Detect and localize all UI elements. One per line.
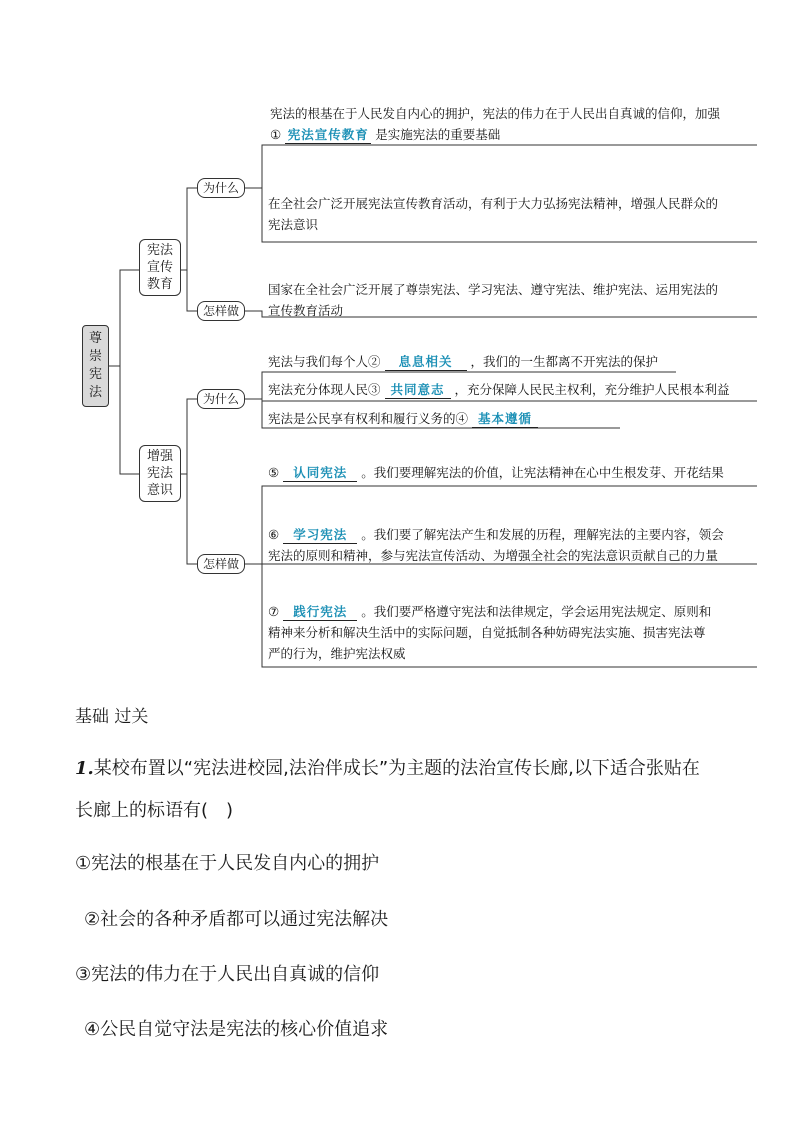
leaf-text: 在全社会广泛开展宪法宣传教育活动，有利于大力弘扬宪法精神，增强人民群众的 <box>268 196 719 211</box>
leaf-text: 宣传教育活动 <box>268 303 344 318</box>
mindmap-root-node <box>82 325 109 407</box>
leaf-text: 宪法的原则和精神，参与宪法宣传活动、为增强全社会的宪法意识贡献自己的力量 <box>268 548 719 563</box>
answer-blank: 学习宪法 <box>283 527 357 544</box>
node-line: 意识 <box>146 483 173 498</box>
root-char: 崇 <box>88 349 102 364</box>
node-line: 宪法 <box>146 466 173 481</box>
leaf-text: 。我们要严格遵守宪法和法律规定，学会运用宪法规定、原则和 <box>361 604 712 619</box>
node-line: 宪法 <box>146 243 173 258</box>
answer-blank: 践行宪法 <box>283 604 357 621</box>
leaf-text: ① <box>270 127 282 142</box>
question-stem-line1: 某校布置以“宪法进校园,法治伴成长”为主题的法治宣传长廊,以下适合张贴在 <box>93 758 700 779</box>
leaf-text: ，我们的一生都离不开宪法的保护 <box>470 354 658 369</box>
leaf-text: 。我们要理解宪法的价值，让宪法精神在心中生根发芽、开花结果 <box>361 465 724 480</box>
leaf-awareness-how-7 <box>268 601 768 664</box>
answer-blank: 宪法宣传教育 <box>285 127 371 144</box>
leaf-text: 宪法充分体现人民③ <box>268 382 381 397</box>
node-why-awareness: 为什么 <box>197 389 245 409</box>
leaf-text: ⑥ <box>268 527 280 542</box>
question-stem-line2: 长廊上的标语有( ) <box>75 800 234 821</box>
question-1 <box>75 757 755 781</box>
leaf-text: 。我们要了解宪法产生和发展的历程，理解宪法的主要内容，领会 <box>361 527 724 542</box>
option-3: ③宪法的伟力在于人民出自真诚的信仰 <box>75 964 380 985</box>
node-line: 宣传 <box>146 260 173 275</box>
leaf-awareness-why-4 <box>268 408 758 429</box>
leaf-text: ，充分保障人民民主权利，充分维护人民根本利益 <box>454 382 730 397</box>
leaf-text: ⑦ <box>268 604 280 619</box>
node-how-education: 怎样做 <box>197 301 245 321</box>
root-char: 宪 <box>88 367 102 382</box>
leaf-text: 宪法与我们每个人② <box>268 354 381 369</box>
leaf-education-why-2 <box>268 193 758 235</box>
leaf-education-how <box>268 279 758 321</box>
leaf-text: 宪法是公民享有权利和履行义务的④ <box>268 411 469 426</box>
node-line: 增强 <box>146 449 173 464</box>
answer-blank: 共同意志 <box>385 382 451 399</box>
leaf-text: 精神来分析和解决生活中的实际问题，自觉抵制各种妨碍宪法实施、损害宪法尊 <box>268 625 706 640</box>
node-how-awareness: 怎样做 <box>197 554 245 574</box>
leaf-text: 国家在全社会广泛开展了尊崇宪法、学习宪法、遵守宪法、维护宪法、运用宪法的 <box>268 282 719 297</box>
leaf-text: 严的行为，维护宪法权威 <box>268 646 406 661</box>
answer-blank: 基本遵循 <box>472 411 538 428</box>
node-constitution-awareness <box>139 445 181 502</box>
answer-blank: 认同宪法 <box>283 465 357 482</box>
leaf-education-why-1 <box>270 103 760 145</box>
answer-blank: 息息相关 <box>385 354 467 371</box>
option-1: ①宪法的根基在于人民发自内心的拥护 <box>75 853 380 874</box>
node-why-education: 为什么 <box>197 178 245 198</box>
leaf-text: 宪法意识 <box>268 217 319 232</box>
node-line: 教育 <box>146 277 173 292</box>
leaf-text: ⑤ <box>268 465 280 480</box>
option-4: ④公民自觉守法是宪法的核心价值追求 <box>84 1019 389 1040</box>
leaf-awareness-why-3 <box>268 379 768 400</box>
option-2: ②社会的各种矛盾都可以通过宪法解决 <box>84 909 389 930</box>
node-constitution-education <box>139 239 181 296</box>
question-number: 1. <box>75 758 94 779</box>
leaf-text: 是实施宪法的重要基础 <box>375 127 501 142</box>
leaf-awareness-how-6 <box>268 524 768 566</box>
leaf-awareness-how-5 <box>268 462 768 483</box>
root-char: 尊 <box>88 331 102 346</box>
leaf-awareness-why-2 <box>268 351 758 372</box>
root-char: 法 <box>88 385 102 400</box>
leaf-text: 宪法的根基在于人民发自内心的拥护，宪法的伟力在于人民出自真诚的信仰，加强 <box>270 106 721 121</box>
section-title: 基础 过关 <box>75 707 149 727</box>
